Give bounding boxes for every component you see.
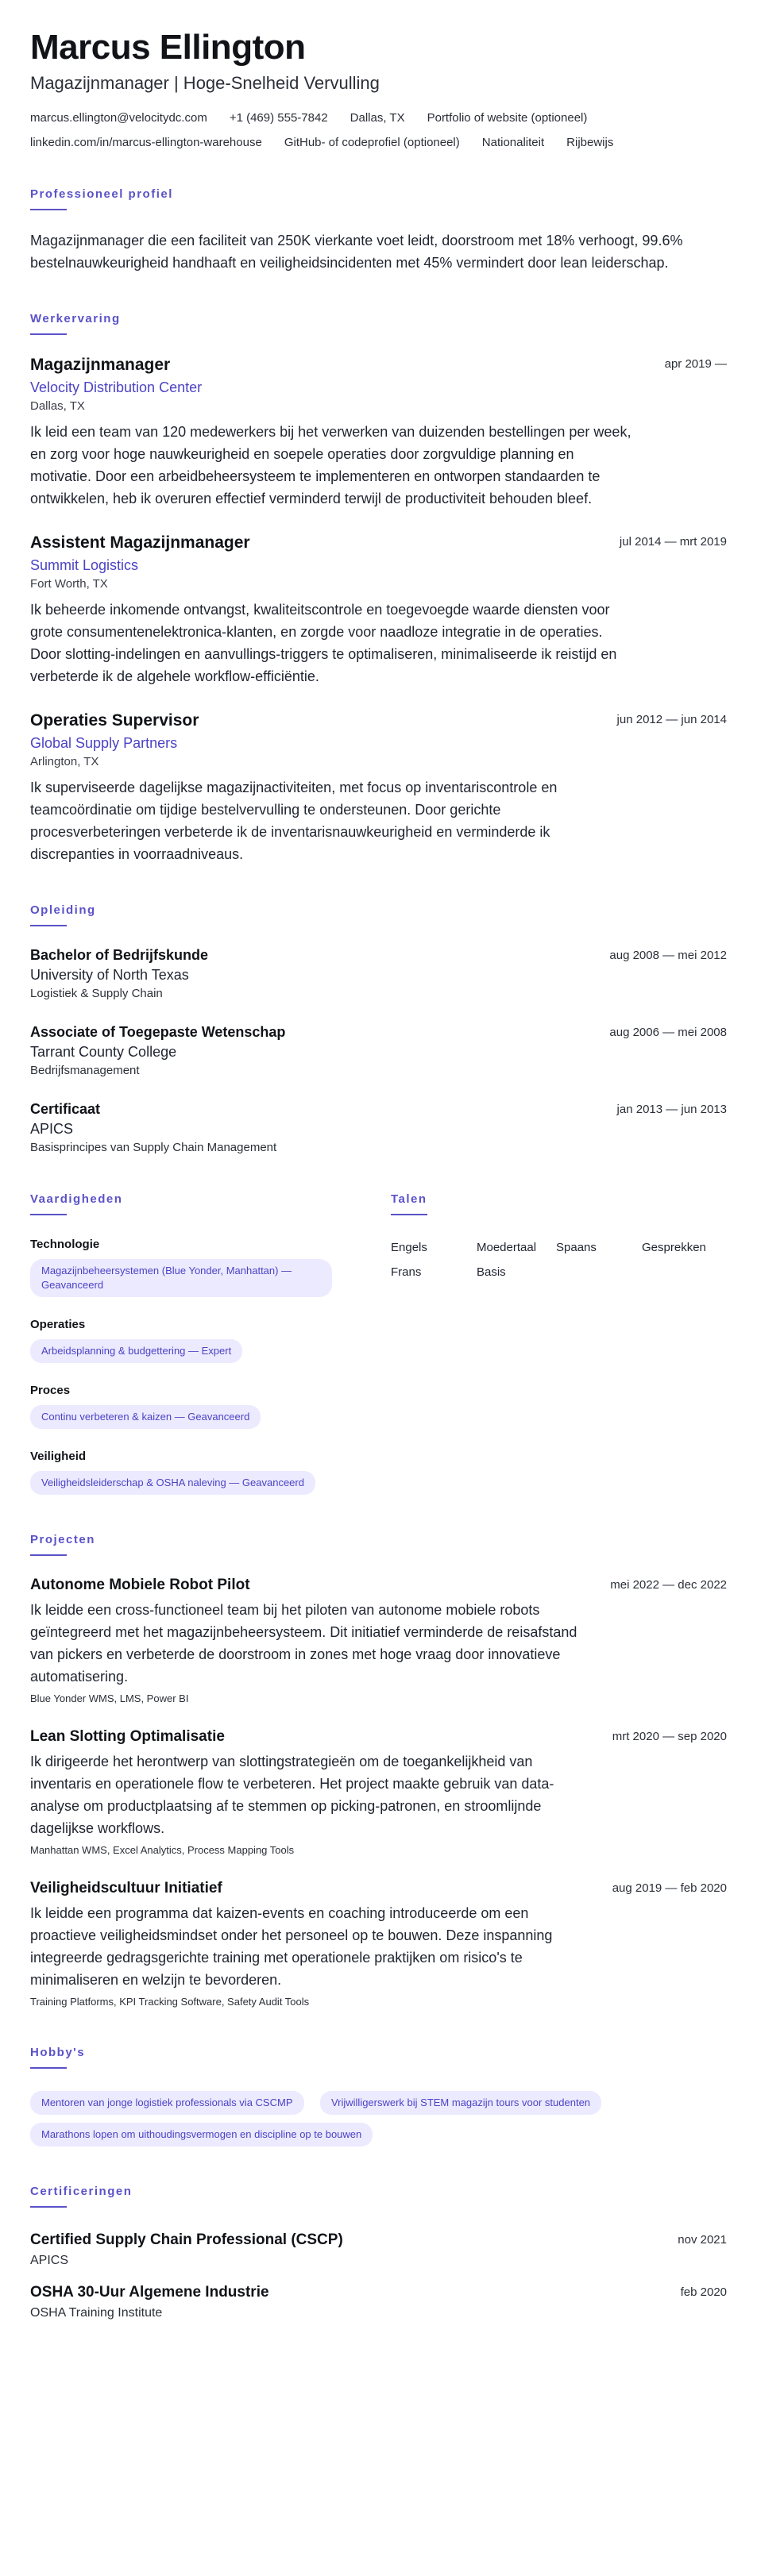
section-title-skills: Vaardigheden xyxy=(30,1192,123,1206)
education-field: Basisprincipes van Supply Chain Management xyxy=(30,1141,277,1154)
education-dates: jan 2013 — jun 2013 xyxy=(616,1103,727,1116)
experience-entry xyxy=(30,356,727,510)
section-divider xyxy=(391,1214,427,1215)
job-title: Operaties Supervisor xyxy=(30,711,199,730)
project-title: Veiligheidscultuur Initiatief xyxy=(30,1880,222,1896)
job-title: Assistent Magazijnmanager xyxy=(30,533,250,552)
profile-summary: Magazijnmanager die een faciliteit van 250K vierkante voet leidt, doorstroom met 18% verhoogt, 99.6% bestelnauwkeurigheid handhaaft en veiligheidsincidenten met 45% vermindert door lean leiderschap. xyxy=(30,233,683,271)
hobby-chip: Mentoren van jonge logistiek professionals via CSCMP xyxy=(30,2091,304,2115)
project-title: Lean Slotting Optimalisatie xyxy=(30,1728,225,1745)
contact-phone[interactable]: +1 (469) 555-7842 xyxy=(229,111,328,125)
certification-entry xyxy=(30,2231,727,2268)
language-name: Frans xyxy=(391,1265,422,1279)
section-divider xyxy=(30,2206,67,2208)
education-institution: Tarrant County College xyxy=(30,1044,177,1060)
language-name: Spaans xyxy=(556,1241,597,1254)
skill-category: Operaties xyxy=(30,1318,86,1331)
hobby-list xyxy=(30,2083,727,2147)
project-dates: aug 2019 — feb 2020 xyxy=(612,1881,727,1895)
section-title-profile: Professioneel profiel xyxy=(30,187,173,201)
contact-list xyxy=(30,111,727,149)
skills-column xyxy=(30,1154,356,1495)
job-location: Fort Worth, TX xyxy=(30,577,108,591)
education-degree: Bachelor of Bedrijfskunde xyxy=(30,947,209,963)
certification-title: Certified Supply Chain Professional (CSCP) xyxy=(30,2231,343,2248)
contact-portfolio[interactable]: Portfolio of website (optioneel) xyxy=(427,111,588,125)
job-company: Global Supply Partners xyxy=(30,735,178,751)
skill-category: Veiligheid xyxy=(30,1450,87,1463)
project-tech: Manhattan WMS, Excel Analytics, Process Mapping Tools xyxy=(30,1844,295,1856)
section-divider xyxy=(30,333,67,335)
education-field: Logistiek & Supply Chain xyxy=(30,987,163,1000)
job-title: Magazijnmanager xyxy=(30,356,171,374)
education-dates: aug 2008 — mei 2012 xyxy=(609,949,727,962)
skill-chip: Magazijnbeheersystemen (Blue Yonder, Manhattan) — Geavanceerd xyxy=(30,1259,332,1297)
job-location: Arlington, TX xyxy=(30,755,99,768)
section-title-education: Opleiding xyxy=(30,903,96,917)
job-company: Velocity Distribution Center xyxy=(30,379,203,395)
job-location: Dallas, TX xyxy=(30,399,85,413)
section-divider xyxy=(30,1214,67,1215)
project-dates: mei 2022 — dec 2022 xyxy=(610,1578,727,1592)
certification-date: nov 2021 xyxy=(678,2233,727,2247)
section-title-certifications: Certificeringen xyxy=(30,2185,133,2198)
candidate-name: Marcus Ellington xyxy=(30,28,306,67)
section-title-experience: Werkervaring xyxy=(30,312,121,325)
section-divider xyxy=(30,209,67,210)
job-dates: jun 2012 — jun 2014 xyxy=(616,713,727,726)
section-divider xyxy=(30,1554,67,1556)
certification-issuer: OSHA Training Institute xyxy=(30,2306,163,2320)
language-name: Engels xyxy=(391,1241,427,1254)
project-tech: Training Platforms, KPI Tracking Software, Safety Audit Tools xyxy=(30,1996,310,2008)
skill-chip: Continu verbeteren & kaizen — Geavanceerd xyxy=(30,1405,261,1429)
languages-column xyxy=(391,1154,727,1495)
certification-issuer: APICS xyxy=(30,2254,69,2267)
job-description: Ik beheerde inkomende ontvangst, kwaliteitscontrole en toegevoegde waarde diensten voor grote consumentenelektronica-klanten, en zorgde voor naadloze integratie in de operaties. Door slotting-indelingen en aanvullings-triggers te optimaliseren, minimaliseerde ik reistijd en verbeterde ik de algehele workflow-efficiëntie. xyxy=(30,602,617,684)
project-entry xyxy=(30,1728,727,1856)
contact-drivers-license: Rijbewijs xyxy=(566,136,614,149)
experience-entry xyxy=(30,533,727,687)
language-row xyxy=(391,1265,727,1279)
job-company: Summit Logistics xyxy=(30,557,139,573)
project-entry xyxy=(30,1880,727,2008)
certification-entry xyxy=(30,2284,727,2320)
education-dates: aug 2006 — mei 2008 xyxy=(609,1026,727,1039)
education-degree: Certificaat xyxy=(30,1101,101,1117)
education-entry xyxy=(30,1024,727,1077)
project-description: Ik leidde een programma dat kaizen-events en coaching introduceerde om een proactieve veiligheidsmindset onder het personeel op te bouwen. Deze inspanning integreerde gedragsgerichte training met operationele praktijken om risico's te minimaliseren en welzijn te bevorderen. xyxy=(30,1905,553,1988)
skills-languages-row xyxy=(30,1154,727,1495)
experience-entry xyxy=(30,711,727,865)
job-description: Ik leid een team van 120 medewerkers bij het verwerken van duizenden bestellingen per week, en zorg voor hoge nauwkeurigheid en soepele operaties door zorgvuldige planning en motivatie. Door een arbeidbeheersysteem te implementeren en ontworpen standaarden te ontwikkelen, heb ik overuren effectief verminderd terwijl de productiviteit behouden bleef. xyxy=(30,424,631,506)
section-title-languages: Talen xyxy=(391,1192,427,1206)
skill-category: Proces xyxy=(30,1384,71,1397)
job-description: Ik superviseerde dagelijkse magazijnactiviteiten, met focus op inventariscontrole en teamcoördinatie om tijdige bestelvervulling te ondersteunen. Door gerichte procesverbeteringen verbeterde ik de inventarisnauwkeurigheid en verminderde ik discrepanties in voorraadniveaus. xyxy=(30,780,558,862)
contact-github[interactable]: GitHub- of codeprofiel (optioneel) xyxy=(284,136,460,149)
contact-linkedin[interactable]: linkedin.com/in/marcus-ellington-warehouse xyxy=(30,136,262,149)
language-level: Basis xyxy=(477,1265,506,1279)
education-institution: APICS xyxy=(30,1121,74,1137)
language-level: Moedertaal xyxy=(477,1241,537,1254)
skill-chip: Arbeidsplanning & budgettering — Expert xyxy=(30,1339,242,1363)
project-dates: mrt 2020 — sep 2020 xyxy=(612,1730,727,1743)
section-title-projects: Projecten xyxy=(30,1533,95,1546)
hobby-chip: Marathons lopen om uithoudingsvermogen en discipline op te bouwen xyxy=(30,2123,373,2147)
education-field: Bedrijfsmanagement xyxy=(30,1064,140,1077)
job-dates: jul 2014 — mrt 2019 xyxy=(619,535,727,549)
language-level: Gesprekken xyxy=(642,1241,706,1254)
hobby-chip: Vrijwilligerswerk bij STEM magazijn tours voor studenten xyxy=(320,2091,601,2115)
contact-location: Dallas, TX xyxy=(350,111,405,125)
section-divider xyxy=(30,2067,67,2069)
section-divider xyxy=(30,925,67,926)
education-entry xyxy=(30,947,727,1000)
project-description: Ik leidde een cross-functioneel team bij het piloten van autonome mobiele robots geïntegreerd met het magazijnbeheersysteem. Dit initiatief verminderde de reisafstand van pickers en verbeterde de doorstroom in zones met hoge vraag door innovatieve automatisering. xyxy=(30,1602,577,1685)
contact-nationality: Nationaliteit xyxy=(481,136,545,149)
certification-title: OSHA 30-Uur Algemene Industrie xyxy=(30,2284,269,2301)
skill-chip: Veiligheidsleiderschap & OSHA naleving — Geavanceerd xyxy=(30,1471,315,1495)
project-tech: Blue Yonder WMS, LMS, Power BI xyxy=(30,1692,189,1704)
section-title-hobbies: Hobby's xyxy=(30,2046,86,2059)
contact-email[interactable]: marcus.ellington@velocitydc.com xyxy=(30,111,207,125)
project-title: Autonome Mobiele Robot Pilot xyxy=(30,1577,250,1593)
job-dates: apr 2019 — xyxy=(664,357,727,371)
education-entry xyxy=(30,1101,727,1154)
project-entry xyxy=(30,1577,727,1704)
language-row xyxy=(391,1241,727,1254)
education-degree: Associate of Toegepaste Wetenschap xyxy=(30,1024,286,1040)
skill-category: Technologie xyxy=(30,1238,100,1251)
candidate-headline: Magazijnmanager | Hoge-Snelheid Vervulling xyxy=(30,73,380,93)
education-institution: University of North Texas xyxy=(30,967,189,983)
certification-date: feb 2020 xyxy=(680,2285,727,2299)
project-description: Ik dirigeerde het herontwerp van slottingstrategieën om de toegankelijkheid van inventaris en operationele flow te verbeteren. Het project maakte gebruik van data-analyse om productplaatsing af te stemmen op picking-patronen, en stroomlijnde dagelijkse workflows. xyxy=(30,1754,554,1836)
